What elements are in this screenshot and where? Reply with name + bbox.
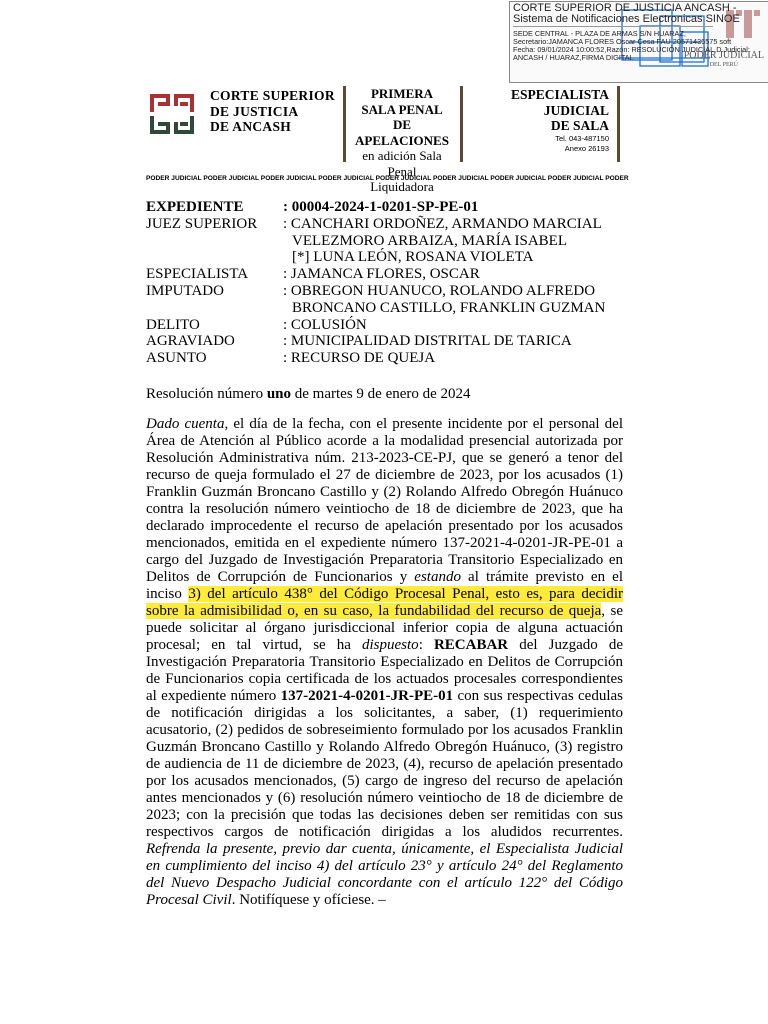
body-text: del Juzgado de Investigación Preparatoria Transitorio Especializado en Delitos de Corrupción de Funcionarios copia certificada de los actuados procesales correspondientes al expediente número — [146, 637, 623, 704]
body-text-bold: RECABAR — [433, 637, 509, 653]
field-value: BRONCANO CASTILLO, FRANKLIN GUZMAN — [292, 299, 606, 316]
stamp-court-name: CORTE SUPERIOR DE JUSTICIA ANCASH - — [513, 2, 737, 14]
field-label: IMPUTADO — [146, 282, 224, 299]
stamp-detail-3: Fecha: 09/01/2024 10:00:52,Razón: RESOLUCIÓN JUDICIAL,D.Judicial: — [513, 45, 750, 54]
field-label: ESPECIALISTA — [146, 266, 249, 283]
header-divider — [460, 86, 463, 162]
court-name — [210, 88, 335, 135]
body-text-italic: estando — [414, 569, 461, 585]
field-value: : RECURSO DE QUEJA — [283, 350, 436, 367]
field-value: : COLUSIÓN — [283, 316, 367, 333]
stamp-detail-4: ANCASH / HUARAZ,FIRMA DIGITAL — [513, 53, 634, 62]
court-logo-icon — [150, 94, 196, 134]
specialist-line: JUDICIAL — [543, 102, 609, 118]
field-value: : CANCHARI ORDOÑEZ, ARMANDO MARCIAL — [283, 215, 602, 232]
body-text: al trámite previsto en el inciso — [146, 569, 623, 602]
field-value: : OBREGON HUANUCO, ROLANDO ALFREDO — [283, 282, 596, 299]
digital-signature-stamp — [509, 1, 768, 83]
court-name-line: DE ANCASH — [210, 119, 292, 134]
body-text: , el día de la fecha, con el presente incidente por el personal del Área de Atención al Público acorde a la modalidad presencial autorizada por Resolución Administrativa núm. 213-2023-CE-PJ, que se generó a tenor del recurso de queja formulado el 27 de diciembre de 2023, por los acusados (1) Franklin Guzmán Broncano Castillo y (2) Rolando Alfredo Obregón Huánuco contra la resolución número veintiocho de 18 de diciembre de 2023, que ha declarado improcedente el recurso de apelación presentado por los acusados mencionados, emitida en el expediente número 137-2021-4-0201-JR-PE-01 a cargo del Juzgado de Investigación Preparatoria Transitorio Especializado en Delitos de Corrupción de Funcionarios y — [146, 416, 623, 585]
header-divider — [617, 86, 620, 162]
field-label: DELITO — [146, 316, 200, 333]
field-value: : 00004-2024-1-0201-SP-PE-01 — [283, 199, 479, 215]
body-text-italic: Refrenda la presente, previo dar cuenta, únicamente, el Especialista Judicial en cumplimiento del inciso 4) del artículo 23° y artículo 24° del Reglamento del Nuevo Despacho Judicial concordante con el artículo 122° del Código Procesal Civil — [146, 841, 623, 908]
court-name-line: CORTE SUPERIOR — [210, 88, 335, 103]
phone-extension: Anexo 26193 — [564, 143, 609, 153]
field-value: : MUNICIPALIDAD DISTRITAL DE TARICA — [283, 333, 572, 350]
chamber-line: Liquidadora — [370, 179, 434, 194]
chamber-line: en adición Sala Penal — [362, 148, 442, 179]
body-paragraph — [146, 416, 623, 909]
body-text: : — [418, 637, 434, 653]
specialist-line: DE SALA — [550, 118, 609, 133]
field-label: ASUNTO — [146, 350, 207, 367]
body-text-bold: 137-2021-4-0201-JR-PE-01 — [280, 688, 454, 704]
resolution-number: uno — [266, 386, 292, 402]
resolution-prefix: Resolución número — [146, 386, 267, 402]
resolution-heading — [146, 386, 471, 403]
stamp-divider — [513, 26, 713, 27]
field-label: AGRAVIADO — [146, 333, 235, 350]
specialist-header — [484, 87, 609, 154]
court-name-line: DE JUSTICIA — [210, 103, 299, 119]
stamp-detail-1: SEDE CENTRAL - PLAZA DE ARMAS S/N HUARAZ, — [513, 29, 686, 38]
header-divider — [343, 86, 346, 162]
specialist-line: ESPECIALISTA — [510, 87, 609, 102]
stamp-pj-logo — [684, 50, 764, 69]
field-value: : JAMANCA FLORES, OSCAR — [283, 266, 480, 283]
body-text-italic: Dado cuenta — [146, 416, 225, 432]
chamber-line: SALA PENAL — [361, 101, 443, 117]
highlighted-text: 3) del artículo 438° del Código Procesal Penal, esto es, para decidir sobre la admisibilidad o, en su caso, la fundabilidad del recurso de queja — [146, 586, 623, 619]
body-text: con sus respectivas cedulas de notificación dirigidas a los solicitantes, a saber, (1) requerimiento acusatorio, (2) pedidos de sobreseimiento formulado por los acusados Franklin Guzmán Broncano Castillo y Rolando Alfredo Obregón Huánuco, (3) registro de audiencia de 11 de diciembre de 2023, (4), recurso de apelación presentado por los acusados mencionados, (5) cargo de ingreso del recurso de apelación antes mencionados y (6) resolución número veintiocho de 18 de diciembre de 2023; con la precisión que todas las decisiones deben ser remitidas con sus respectivos cargos de notificación dirigidas a los aludidos recurrentes. — [146, 688, 623, 840]
chamber-line: DE APELACIONES — [355, 117, 449, 148]
stamp-pj-name: PODER JUDICIAL — [683, 50, 764, 61]
field-value: [*] LUNA LEÓN, ROSANA VIOLETA — [292, 249, 534, 266]
resolution-body — [146, 416, 623, 909]
body-text-italic: dispuesto — [362, 637, 419, 653]
field-label: JUEZ SUPERIOR — [146, 215, 258, 232]
body-text: . Notifíquese y ofíciese. – — [231, 892, 386, 908]
phone-number: Tel. 043-487150 — [555, 133, 609, 143]
stamp-pj-country: DEL PERÚ — [709, 62, 738, 68]
resolution-date: de martes 9 de enero de 2024 — [291, 386, 471, 402]
chamber-line: PRIMERA — [370, 86, 434, 101]
body-text: , se puede solicitar al órgano jurisdiccional inferior copia de alguna actuación procesal; en tal virtud, se ha — [146, 603, 623, 653]
poder-judicial-strip: PODER JUDICIAL PODER JUDICIAL PODER JUDICIAL PODER JUDICIAL PODER JUDICIAL PODER JUDICIAL PODER JUDICIAL PODER JUDICIAL PODER — [146, 175, 629, 182]
stamp-detail-2: Secretario:JAMANCA FLORES Oscar Cesa FAU 20571436575 soft — [513, 37, 732, 46]
field-label: EXPEDIENTE — [146, 199, 244, 215]
stamp-system-name: Sistema de Notificaciones Electronicas SINOE — [513, 13, 740, 25]
field-value: VELEZMORO ARBAIZA, MARÍA ISABEL — [292, 232, 568, 249]
